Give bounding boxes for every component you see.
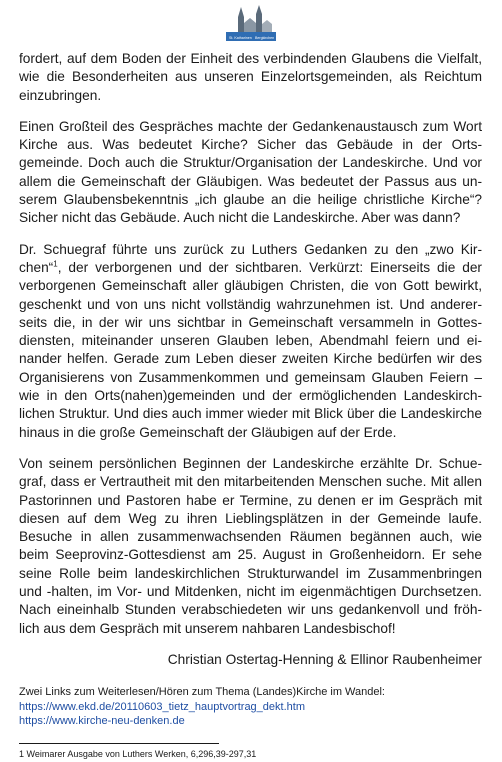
footnote-marker[interactable]: 1	[53, 259, 58, 269]
link-ekd[interactable]: https://www.ekd.de/20110603_tietz_hauptvortrag_dekt.htm	[19, 700, 305, 713]
paragraph-3-start: Dr. Schuegraf führte uns zurück zu Luthers Gedanken zu den „zwo Kirchen“	[19, 241, 482, 275]
church-logo-icon	[226, 3, 276, 41]
svg-text:St. Katharinen: St. Katharinen	[229, 36, 252, 40]
paragraph-1: fordert, auf dem Boden der Einheit des verbindenden Glaubens die Vielfalt, wie die Besonderheiten aus unseren Einzelortsgemeinden, als Reichtum einzubringen.	[19, 51, 482, 103]
paragraph-4: Von seinem persönlichen Beginnen der Landeskirche erzählte Dr. Schuegraf, dass er Vertrautheit mit den mitarbeitenden Menschen suche. Mit allen Pastorinnen und Pastoren habe er Termine, zu denen er im Gespräch mit diesen auf dem Weg zu ihren Lieblingsplätzen in der Gemeinde laufe. Besuche in allen zusammenwachsenden Räumen begännen auch, wie beim Seeprovinz-Gottesdienst am 25. August in Großenheidorn. Er sehe seine Rolle beim landeskirchlichen Strukturwandel im Zusammenbringen und -halten, im Vor- und Mitdenken, nicht im eigenmächtigen Durchsetzen. Nach eineinhalb Stunden verabschiedeten wir uns gedankenvoll und fröhlich aus dem Gespräch mit unserem nahbaren Landesbischof!	[19, 455, 482, 636]
footnote-divider	[19, 743, 219, 744]
parish-logo	[226, 3, 276, 41]
link-kirche-neu-denken[interactable]: https://www.kirche-neu-denken.de	[19, 715, 185, 728]
links-intro: Zwei Links zum Weiterlesen/Hören zum Thema (Landes)Kirche im Wandel:	[19, 686, 385, 699]
footnote: 1 Weimarer Ausgabe von Luthers Werken, 6,296,39-297,31	[19, 748, 257, 759]
svg-text:Bergkirchen: Bergkirchen	[255, 36, 275, 40]
paragraph-3-rest: , der verborgenen und der sichtbaren. Verkürzt: Einerseits die der verborgenen Gemeinschaft aller gläubigen Christen, die von Gott bewirkt, geschenkt und von uns nicht vollständig wahrzunehmen ist. Und andererseits die, in der wir uns sichtbar in Gemeinschaft versammeln in Gottesdiensten, miteinander unseren Glauben leben, Abendmahl feiern und einander helfen. Gerade zum Leben dieser zweiten Kirche bedürfen wir des Organisierens von Zusammenkommen und gemeinsam Glauben Feiern – wie in den Orts(nahen)gemeinden und der ermöglichenden Landeskirchlichen Struktur. Und dies auch immer wieder mit Blick über die Landeskirche hinaus in die große Gemeinschaft der Gläubigen auf der Erde.	[19, 259, 482, 440]
paragraph-2: Einen Großteil des Gespräches machte der Gedankenaustausch zum Wort Kirche aus. Was bedeutet Kirche? Sicher das Gebäude in der Ortsgemeinde. Doch auch die Struktur/Organisation der Landeskirche. Und vor allem die Gemeinschaft der Gläubigen. Was bedeutet der Passus aus unserem Glaubensbekenntnis „ich glaube an die heilige christliche Kirche“? Sicher nicht das Gebäude. Auch nicht die Landeskirche. Aber was dann?	[19, 118, 482, 226]
article-body	[19, 50, 482, 760]
signature: Christian Ostertag-Henning & Ellinor Raubenheimer	[167, 651, 482, 667]
paragraph-3	[19, 241, 482, 442]
